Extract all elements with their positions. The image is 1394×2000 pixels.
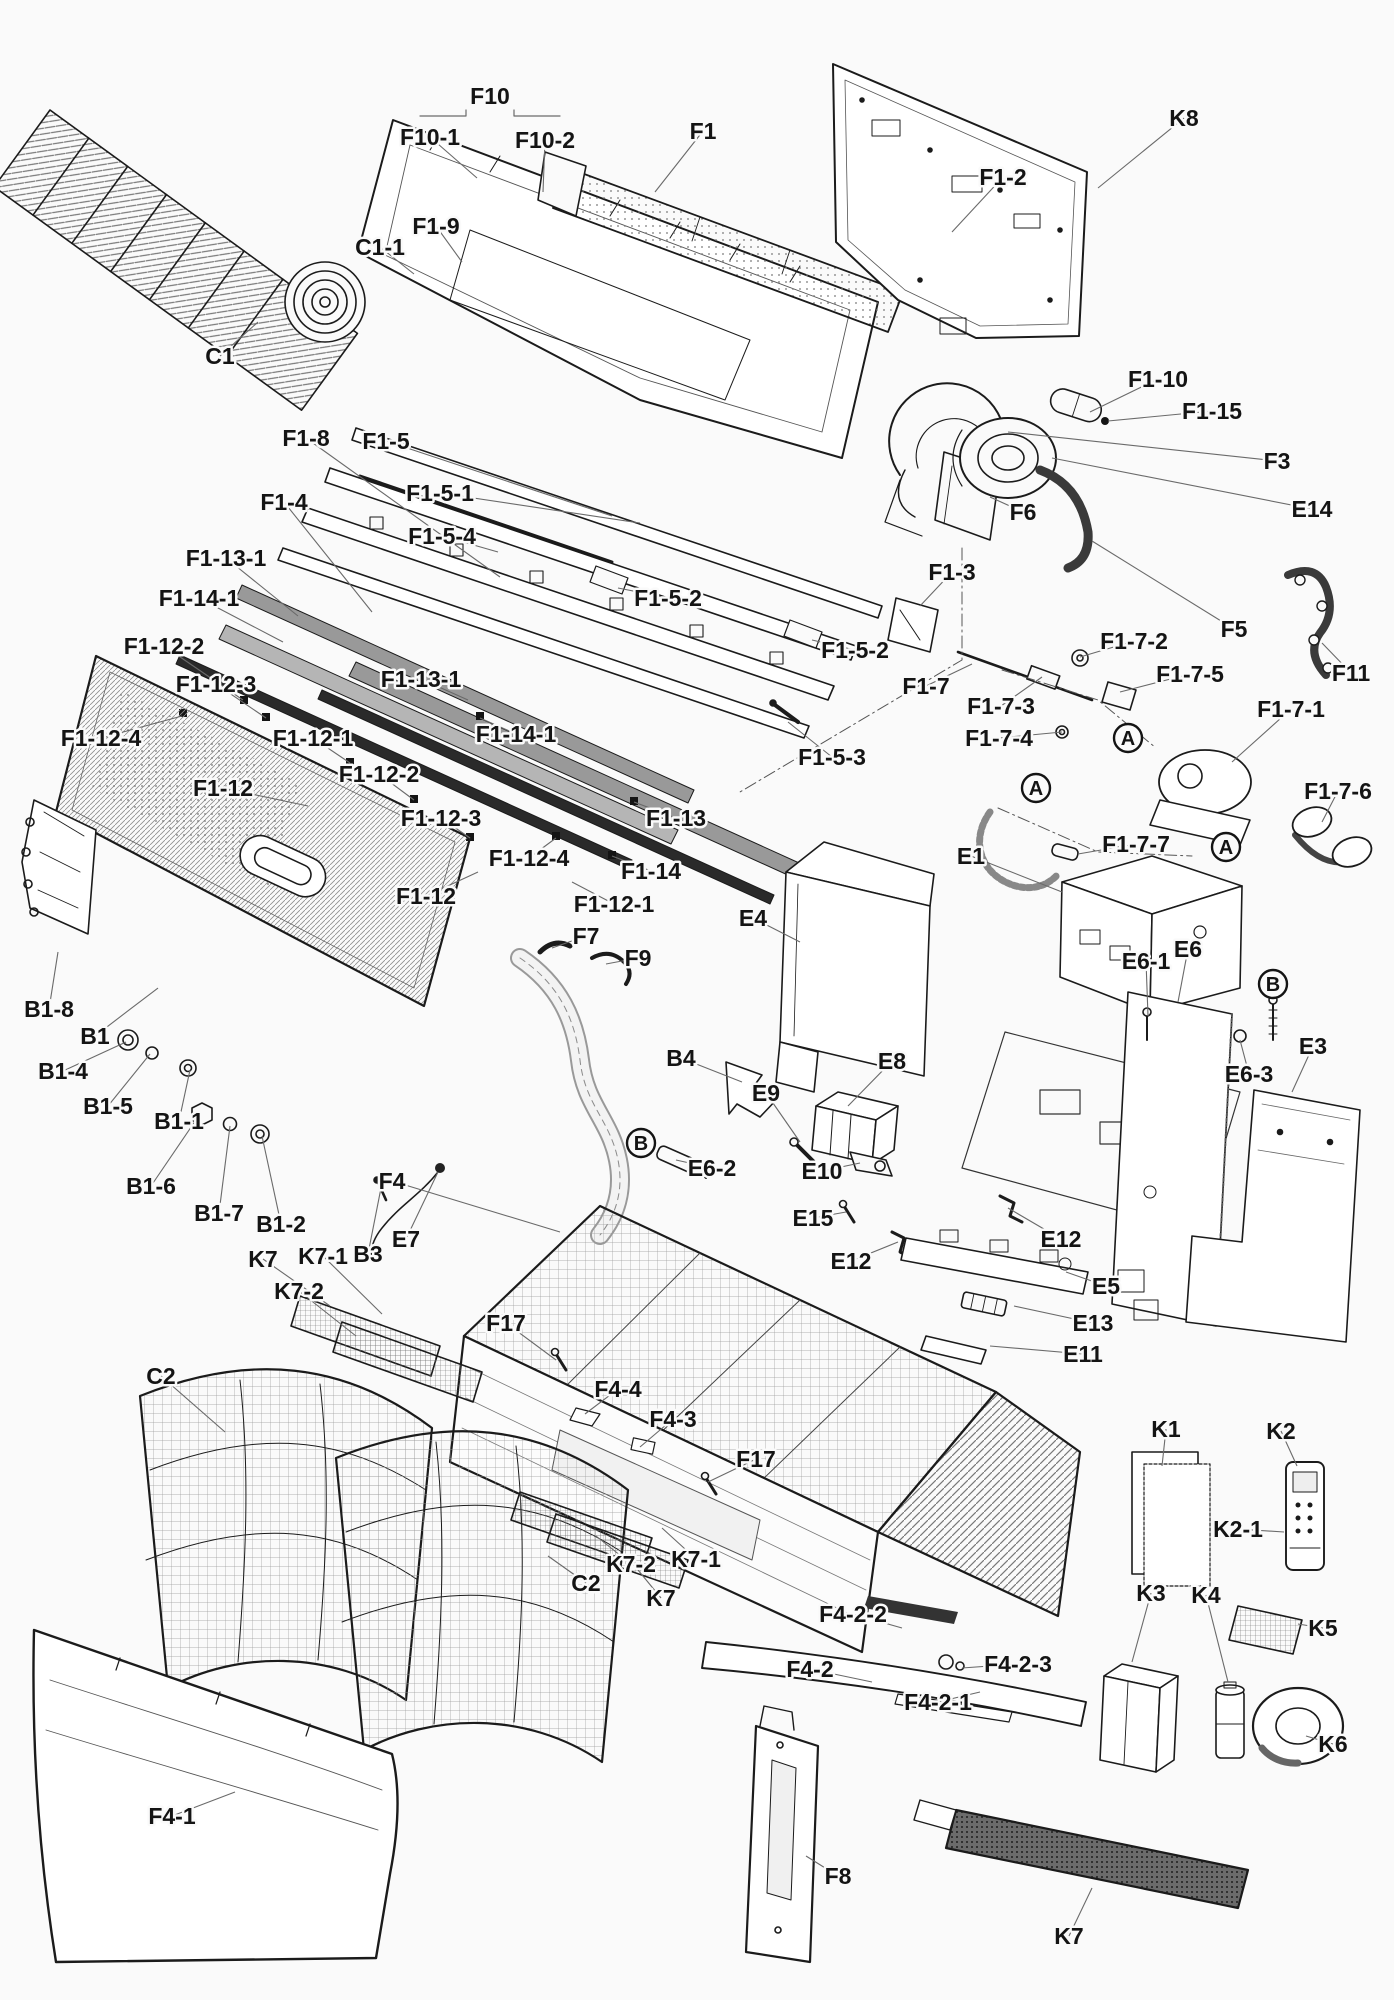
part-label-f4: F4 bbox=[378, 1168, 406, 1194]
part-label-f5: F5 bbox=[1220, 616, 1248, 642]
fan-end-rings bbox=[285, 262, 365, 342]
part-label-k1: K1 bbox=[1151, 1416, 1181, 1442]
part-label-e6-1: E6-1 bbox=[1121, 948, 1171, 974]
part-label-f3: F3 bbox=[1263, 448, 1291, 474]
part-label-f1: F1 bbox=[689, 118, 717, 144]
part-label-f10-2: F10-2 bbox=[514, 127, 576, 153]
part-label-b1-1: B1-1 bbox=[154, 1108, 204, 1134]
part-label-f10-1: F10-1 bbox=[399, 124, 461, 150]
part-label-f1-7-2: F1-7-2 bbox=[1100, 628, 1168, 654]
part-label-f4-2-2: F4-2-2 bbox=[819, 1601, 887, 1627]
part-label-f1-12-3: F1-12-3 bbox=[175, 671, 257, 697]
part-label-f1-7-7: F1-7-7 bbox=[1102, 831, 1170, 857]
f10-bracket bbox=[420, 110, 560, 116]
part-label-e6-3: E6-3 bbox=[1224, 1061, 1274, 1087]
f11-part bbox=[1288, 571, 1333, 675]
part-label-f17: F17 bbox=[486, 1310, 526, 1336]
cross-flow-fan-c1 bbox=[0, 110, 365, 410]
part-label-f7: F7 bbox=[572, 923, 600, 949]
part-label-f1-7-3: F1-7-3 bbox=[967, 693, 1035, 719]
part-label-e4: E4 bbox=[738, 905, 768, 931]
part-label-e1: E1 bbox=[956, 843, 986, 869]
part-label-f11: F11 bbox=[1331, 660, 1371, 686]
part-label-f1-12-4: F1-12-4 bbox=[60, 725, 142, 751]
callout-letter-a: A bbox=[1218, 837, 1234, 859]
part-label-e5: E5 bbox=[1091, 1273, 1121, 1299]
part-label-k7-1: K7-1 bbox=[298, 1243, 348, 1269]
part-label-f1-7-6: F1-7-6 bbox=[1304, 778, 1372, 804]
part-label-f1-12-3: F1-12-3 bbox=[400, 805, 482, 831]
part-label-f1-7-4: F1-7-4 bbox=[965, 725, 1033, 751]
part-label-f10: F10 bbox=[470, 83, 510, 109]
part-label-b1: B1 bbox=[80, 1023, 110, 1049]
part-label-k7: K7 bbox=[1054, 1923, 1084, 1949]
f8-bracket bbox=[746, 1706, 818, 1962]
part-label-f1-9: F1-9 bbox=[412, 213, 460, 239]
c2-grille-2 bbox=[336, 1431, 628, 1762]
f1-7-7-part bbox=[1051, 843, 1079, 861]
part-label-f1-13: F1-13 bbox=[645, 805, 707, 831]
part-label-e12: E12 bbox=[1040, 1226, 1082, 1252]
part-label-e9: E9 bbox=[751, 1080, 781, 1106]
part-label-k7-2: K7-2 bbox=[606, 1551, 656, 1577]
f1-7-6-assembly bbox=[1288, 802, 1375, 872]
part-label-e14: E14 bbox=[1291, 496, 1333, 522]
callout-letter-b: B bbox=[633, 1133, 649, 1155]
part-label-k7-1: K7-1 bbox=[671, 1546, 721, 1572]
part-label-k5: K5 bbox=[1308, 1615, 1338, 1641]
part-label-e6-2: E6-2 bbox=[687, 1155, 737, 1181]
part-label-b3: B3 bbox=[353, 1241, 383, 1267]
k2-remote bbox=[1286, 1462, 1324, 1570]
part-label-e7: E7 bbox=[391, 1226, 421, 1252]
part-label-f4-2-3: F4-2-3 bbox=[984, 1651, 1052, 1677]
part-label-f1-12-4: F1-12-4 bbox=[488, 845, 570, 871]
part-label-f1-5: F1-5 bbox=[362, 428, 410, 454]
part-label-f1-12: F1-12 bbox=[192, 775, 254, 801]
part-label-b4: B4 bbox=[666, 1045, 696, 1071]
part-label-f1-5-2: F1-5-2 bbox=[634, 585, 702, 611]
part-label-f1-12-2: F1-12-2 bbox=[338, 761, 420, 787]
leader-line bbox=[392, 1181, 560, 1232]
leader-line bbox=[1092, 541, 1234, 629]
part-label-f1-5-3: F1-5-3 bbox=[798, 744, 866, 770]
pipe-bend bbox=[520, 958, 620, 1235]
part-label-k2-1: K2-1 bbox=[1213, 1516, 1263, 1542]
part-label-f1-12-1: F1-12-1 bbox=[272, 725, 354, 751]
part-label-f8: F8 bbox=[824, 1863, 852, 1889]
part-label-f1-3: F1-3 bbox=[928, 559, 976, 585]
k7-strip-bottom bbox=[914, 1800, 1248, 1908]
k5-mesh-chip bbox=[1229, 1606, 1302, 1654]
part-label-f1-13-1: F1-13-1 bbox=[380, 666, 462, 692]
part-label-f1-5-1: F1-5-1 bbox=[406, 480, 474, 506]
f5-part bbox=[1040, 470, 1088, 568]
e13-part bbox=[961, 1292, 1007, 1317]
part-label-b1-4: B1-4 bbox=[38, 1058, 88, 1084]
part-label-f1-8: F1-8 bbox=[282, 425, 330, 451]
callout-letter-b: B bbox=[1265, 974, 1281, 996]
f7-part bbox=[540, 943, 570, 952]
k1-filter bbox=[1132, 1452, 1210, 1586]
part-label-k7: K7 bbox=[248, 1246, 278, 1272]
part-label-k7: K7 bbox=[646, 1585, 676, 1611]
part-label-f1-12: F1-12 bbox=[395, 883, 457, 909]
part-label-f1-4: F1-4 bbox=[260, 489, 308, 515]
part-label-f1-14-1: F1-14-1 bbox=[475, 721, 557, 747]
part-label-f1-5-2: F1-5-2 bbox=[821, 637, 889, 663]
part-label-e11: E11 bbox=[1063, 1341, 1103, 1367]
a-hose bbox=[980, 812, 1058, 888]
e15-screw bbox=[840, 1201, 855, 1223]
part-label-e6: E6 bbox=[1173, 936, 1203, 962]
callout-letter-a: A bbox=[1120, 728, 1136, 750]
part-label-b1-7: B1-7 bbox=[194, 1200, 244, 1226]
f4-2-3-part bbox=[939, 1655, 964, 1670]
part-label-f1-2: F1-2 bbox=[979, 164, 1027, 190]
part-label-k4: K4 bbox=[1191, 1582, 1221, 1608]
part-label-b1-5: B1-5 bbox=[83, 1093, 133, 1119]
leader-line bbox=[1206, 1595, 1228, 1682]
k4-battery bbox=[1216, 1682, 1244, 1758]
part-label-k3: K3 bbox=[1136, 1580, 1166, 1606]
part-label-f1-14-1: F1-14-1 bbox=[158, 585, 240, 611]
part-label-f4-4: F4-4 bbox=[594, 1376, 642, 1402]
part-label-k7-2: K7-2 bbox=[274, 1278, 324, 1304]
part-label-e13: E13 bbox=[1072, 1310, 1114, 1336]
part-label-f1-10: F1-10 bbox=[1127, 366, 1189, 392]
part-label-f1-5-4: F1-5-4 bbox=[408, 523, 476, 549]
part-label-k8: K8 bbox=[1169, 105, 1199, 131]
part-label-f1-14: F1-14 bbox=[620, 858, 682, 884]
part-label-e3: E3 bbox=[1298, 1033, 1328, 1059]
part-label-e8: E8 bbox=[877, 1048, 907, 1074]
part-label-b1-2: B1-2 bbox=[256, 1211, 306, 1237]
callout-letter-a: A bbox=[1028, 778, 1044, 800]
e1-box bbox=[1060, 856, 1242, 1012]
part-label-c1: C1 bbox=[205, 343, 235, 369]
part-label-e15: E15 bbox=[792, 1205, 834, 1231]
part-label-k6: K6 bbox=[1318, 1731, 1348, 1757]
k3-holder bbox=[1100, 1664, 1178, 1772]
part-label-f4-2: F4-2 bbox=[786, 1656, 834, 1682]
part-label-f4-1: F4-1 bbox=[148, 1803, 196, 1829]
part-label-f1-7: F1-7 bbox=[902, 673, 950, 699]
part-label-f1-7-5: F1-7-5 bbox=[1156, 661, 1224, 687]
part-label-f4-3: F4-3 bbox=[649, 1406, 697, 1432]
part-label-c1-1: C1-1 bbox=[355, 234, 405, 260]
f1-3-part bbox=[888, 598, 938, 652]
part-label-f1-13-1: F1-13-1 bbox=[185, 545, 267, 571]
f1-15-part bbox=[1101, 417, 1109, 425]
part-label-f1-12-1: F1-12-1 bbox=[573, 891, 655, 917]
part-label-c2: C2 bbox=[571, 1570, 601, 1596]
part-label-b1-8: B1-8 bbox=[24, 996, 74, 1022]
part-label-f1-15: F1-15 bbox=[1181, 398, 1243, 424]
part-label-f17: F17 bbox=[736, 1446, 776, 1472]
part-label-f4-2-1: F4-2-1 bbox=[904, 1689, 972, 1715]
b-screw bbox=[1269, 996, 1277, 1040]
f4-1-panel bbox=[33, 1630, 397, 1962]
part-label-c2: C2 bbox=[146, 1363, 176, 1389]
part-label-f9: F9 bbox=[624, 945, 652, 971]
part-label-b1-6: B1-6 bbox=[126, 1173, 176, 1199]
part-label-e10: E10 bbox=[801, 1158, 843, 1184]
e11-part bbox=[921, 1336, 986, 1364]
part-label-f6: F6 bbox=[1009, 499, 1037, 525]
f1-10-part bbox=[1048, 386, 1105, 425]
e4-cover bbox=[776, 842, 934, 1092]
part-label-f1-7-1: F1-7-1 bbox=[1257, 696, 1325, 722]
part-label-k2: K2 bbox=[1266, 1418, 1296, 1444]
part-label-f1-12-2: F1-12-2 bbox=[123, 633, 205, 659]
e12-part-b bbox=[1000, 1196, 1022, 1222]
part-label-e12: E12 bbox=[830, 1248, 872, 1274]
